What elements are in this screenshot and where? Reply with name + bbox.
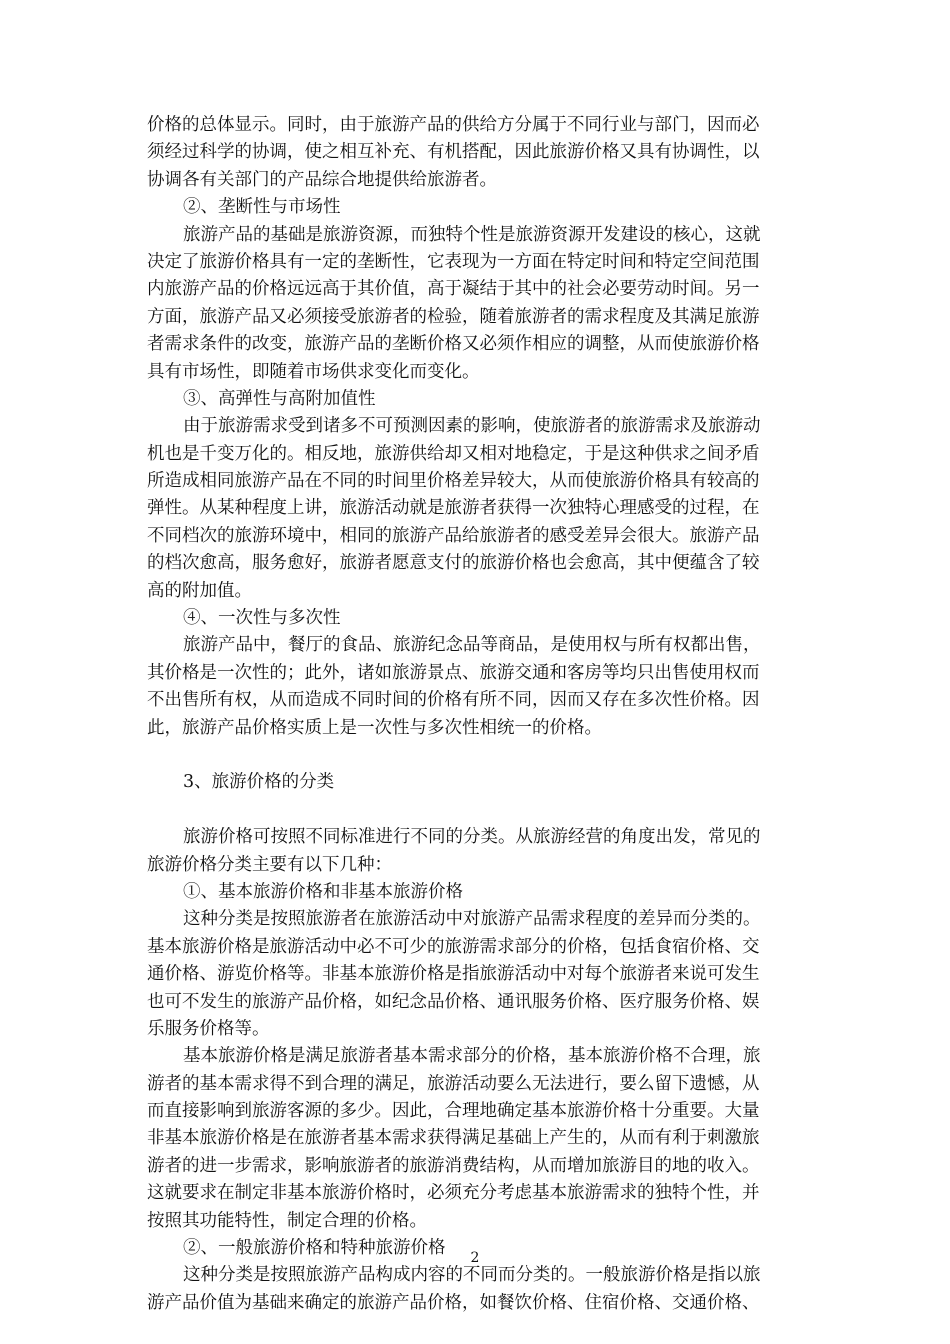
text-line: 协调各有关部门的产品综合地提供给旅游者。 [147, 169, 497, 190]
page-number: 2 [470, 1250, 480, 1266]
text-line: 也可不发生的旅游产品价格，如纪念品价格、通讯服务价格、医疗服务价格、娱 [147, 991, 760, 1012]
text-line: 这种分类是按照旅游者在旅游活动中对旅游产品需求程度的差异而分类的。 [183, 909, 761, 930]
text-line: 弹性。从某种程度上讲，旅游活动就是旅游者获得一次独特心理感受的过程，在 [147, 498, 760, 519]
text-line: 由于旅游需求受到诸多不可预测因素的影响，使旅游者的旅游需求及旅游动 [183, 416, 761, 437]
text-line: 旅游价格分类主要有以下几种： [147, 854, 392, 875]
text-line: 基本旅游价格是满足旅游者基本需求部分的价格，基本旅游价格不合理，旅 [183, 1046, 761, 1067]
text-line: ②、垄断性与市场性 [183, 197, 341, 218]
text-line: 而直接影响到旅游客源的多少。因此，合理地确定基本旅游价格十分重要。大量 [147, 1101, 760, 1122]
blank-line [147, 742, 803, 769]
text-line: 游者的基本需求得不到合理的满足，旅游活动要么无法进行，要么留下遗憾，从 [147, 1073, 760, 1094]
text-line: 通价格、游览价格等。非基本旅游价格是指旅游活动中对每个旅游者来说可发生 [147, 964, 760, 985]
body-text [147, 112, 803, 1317]
text-line: 的档次愈高，服务愈好，旅游者愿意支付的旅游价格也会愈高，其中便蕴含了较 [147, 553, 760, 574]
text-line: 不出售所有权，从而造成不同时间的价格有所不同，因而又存在多次性价格。因 [147, 690, 760, 711]
text-line: 具有市场性，即随着市场供求变化而变化。 [147, 361, 480, 382]
text-line: 游者的进一步需求，影响旅游者的旅游消费结构，从而增加旅游目的地的收入。 [147, 1155, 760, 1176]
text-line: 这种分类是按照旅游产品构成内容的不同而分类的。一般旅游价格是指以旅 [183, 1265, 761, 1286]
text-line: 3、旅游价格的分类 [183, 772, 335, 793]
text-line: ②、一般旅游价格和特种旅游价格 [183, 1238, 446, 1259]
text-line: 其价格是一次性的；此外，诸如旅游景点、旅游交通和客房等均只出售使用权而 [147, 662, 760, 683]
text-line: 旅游产品的基础是旅游资源，而独特个性是旅游资源开发建设的核心，这就 [183, 224, 761, 245]
text-line: 价格的总体显示。同时，由于旅游产品的供给方分属于不同行业与部门，因而必 [147, 115, 760, 135]
blank-line [147, 797, 803, 824]
text-line: ③、高弹性与高附加值性 [183, 388, 376, 409]
text-line: 此，旅游产品价格实质上是一次性与多次性相统一的价格。 [147, 717, 602, 738]
text-line: 乐服务价格等。 [147, 1018, 270, 1039]
text-line: 不同档次的旅游环境中，相同的旅游产品给旅游者的感受差异会很大。旅游产品 [147, 525, 760, 546]
text-line: 内旅游产品的价格远远高于其价值，高于凝结于其中的社会必要劳动时间。另一 [147, 279, 760, 300]
text-line: 这就要求在制定非基本旅游价格时，必须充分考虑基本旅游需求的独特个性，并 [147, 1183, 760, 1204]
text-line: 基本旅游价格是旅游活动中必不可少的旅游需求部分的价格，包括食宿价格、交 [147, 936, 760, 957]
text-line: 决定了旅游价格具有一定的垄断性，它表现为一方面在特定时间和特定空间范围 [147, 251, 760, 272]
text-line: ①、基本旅游价格和非基本旅游价格 [183, 881, 463, 902]
text-line: 旅游产品中，餐厅的食品、旅游纪念品等商品，是使用权与所有权都出售， [183, 635, 761, 656]
text-line: 游产品价值为基础来确定的旅游产品价格，如餐饮价格、住宿价格、交通价格、 [147, 1292, 760, 1313]
text-line: ④、一次性与多次性 [183, 608, 341, 629]
text-line: 须经过科学的协调，使之相互补充、有机搭配，因此旅游价格又具有协调性，以 [147, 142, 760, 163]
text-line: 者需求条件的改变，旅游产品的垄断价格又必须作相应的调整，从而使旅游价格 [147, 334, 760, 355]
text-line: 所造成相同旅游产品在不同的时间里价格差异较大，从而使旅游价格具有较高的 [147, 471, 760, 492]
text-line: 旅游价格可按照不同标准进行不同的分类。从旅游经营的角度出发，常见的 [183, 827, 761, 848]
text-line: 按照其功能特性，制定合理的价格。 [147, 1210, 427, 1231]
text-line: 非基本旅游价格是在旅游者基本需求获得满足基础上产生的，从而有利于刺激旅 [147, 1128, 760, 1149]
text-line: 高的附加值。 [147, 580, 252, 601]
text-line: 机也是千变万化的。相反地，旅游供给却又相对地稳定，于是这种供求之间矛盾 [147, 443, 760, 464]
text-line: 方面，旅游产品又必须接受旅游者的检验，随着旅游者的需求程度及其满足旅游 [147, 306, 760, 327]
